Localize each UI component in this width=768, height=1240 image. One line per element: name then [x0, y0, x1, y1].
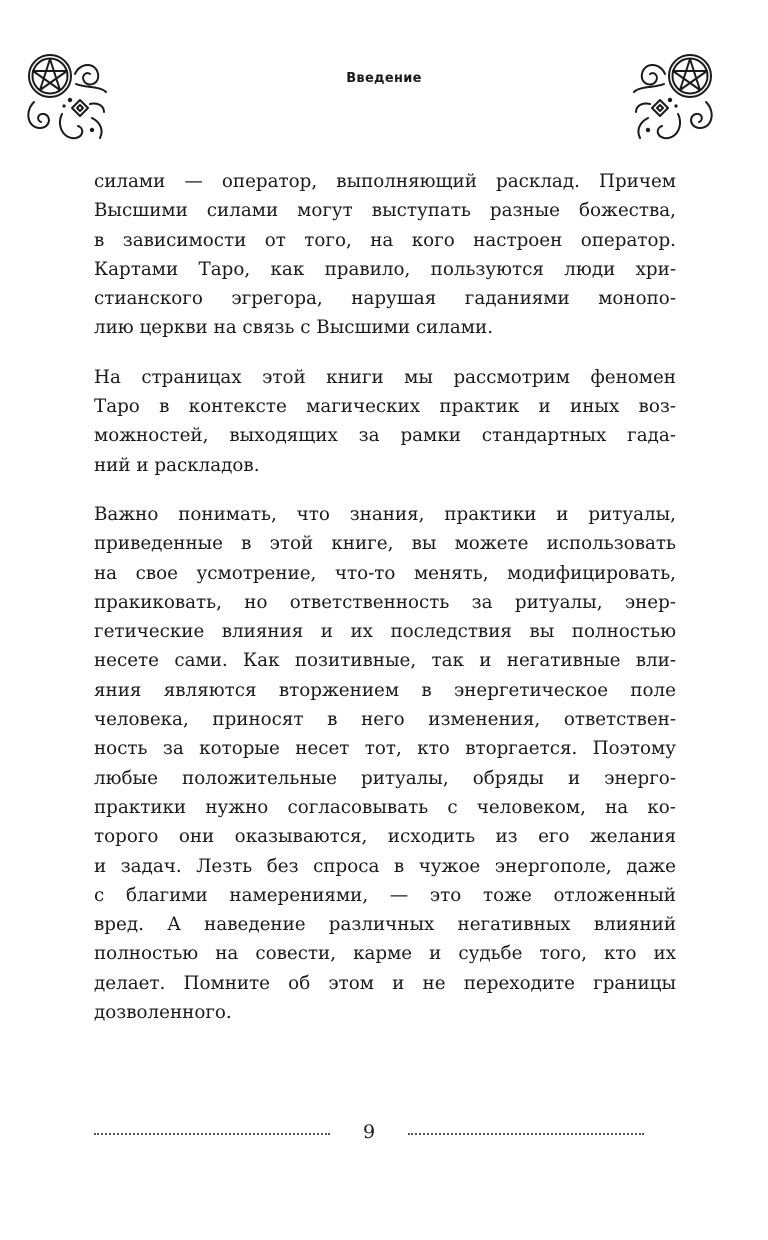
text-line: Картами Таро, как правило, пользуются люди хри- — [94, 258, 676, 280]
text-line: ний и раскладов. — [94, 454, 260, 476]
text-line: любые положительные ритуалы, обряды и энерго- — [94, 767, 676, 789]
text-line: человека, приносят в него изменения, ответствен- — [94, 709, 676, 731]
text-line: лию церкви на связь с Высшими силами. — [94, 317, 494, 339]
text-line: гетические влияния и их последствия вы полностью — [94, 621, 676, 643]
text-line: с благими намерениями, — это тоже отложенный — [94, 884, 676, 906]
pentacle-swirl-icon — [628, 44, 720, 148]
page-footer — [94, 1118, 644, 1148]
text-line: Высшими силами могут выступать разные божества, — [94, 200, 676, 222]
text-line: яния являются вторжением в энергетическое поле — [94, 679, 676, 701]
text-line: практики нужно согласовывать с человеком, на ко- — [94, 796, 676, 818]
text-line: пракиковать, но ответственность за ритуалы, энер- — [94, 591, 676, 613]
text-line: полностью на совести, карме и судьбе того, кто их — [94, 943, 676, 965]
text-line: стианского эгрегора, нарушая гаданиями монопо- — [94, 288, 676, 310]
text-line: несете сами. Как позитивные, так и негативные вли- — [94, 650, 676, 672]
text-line: Важно понимать, что знания, практики и ритуалы, — [94, 503, 676, 525]
text-line: можностей, выходящих за рамки стандартных гада- — [94, 425, 676, 447]
text-line: приведенные в этой книге, вы можете использовать — [94, 533, 676, 555]
paragraph — [94, 167, 676, 343]
paragraph — [94, 363, 676, 480]
text-line: торого они оказываются, исходить из его желания — [94, 826, 676, 848]
dotted-rule — [408, 1133, 644, 1135]
text-line: делает. Помните об этом и не переходите границы — [94, 972, 676, 994]
text-line: в зависимости от того, на кого настроен оператор. — [94, 229, 676, 251]
dotted-rule — [94, 1133, 330, 1135]
running-title: Введение — [346, 71, 422, 86]
text-line: вред. А наведение различных негативных влияний — [94, 914, 676, 936]
text-line: силами — оператор, выполняющий расклад. Причем — [94, 171, 676, 192]
text-line: Таро в контексте магических практик и иных воз- — [94, 396, 676, 418]
text-line: на свое усмотрение, что-то менять, модифицировать, — [94, 562, 676, 584]
pentacle-swirl-icon — [20, 44, 112, 148]
body-text — [94, 167, 676, 1047]
text-line: и задач. Лезть без спроса в чужое энергополе, даже — [94, 855, 676, 877]
page-number: 9 — [362, 1121, 376, 1143]
text-line: На страницах этой книги мы рассмотрим феномен — [94, 366, 676, 388]
paragraph — [94, 500, 676, 1027]
text-line: дозволенного. — [94, 1002, 232, 1024]
text-line: ность за которые несет тот, кто вторгается. Поэтому — [94, 738, 676, 760]
